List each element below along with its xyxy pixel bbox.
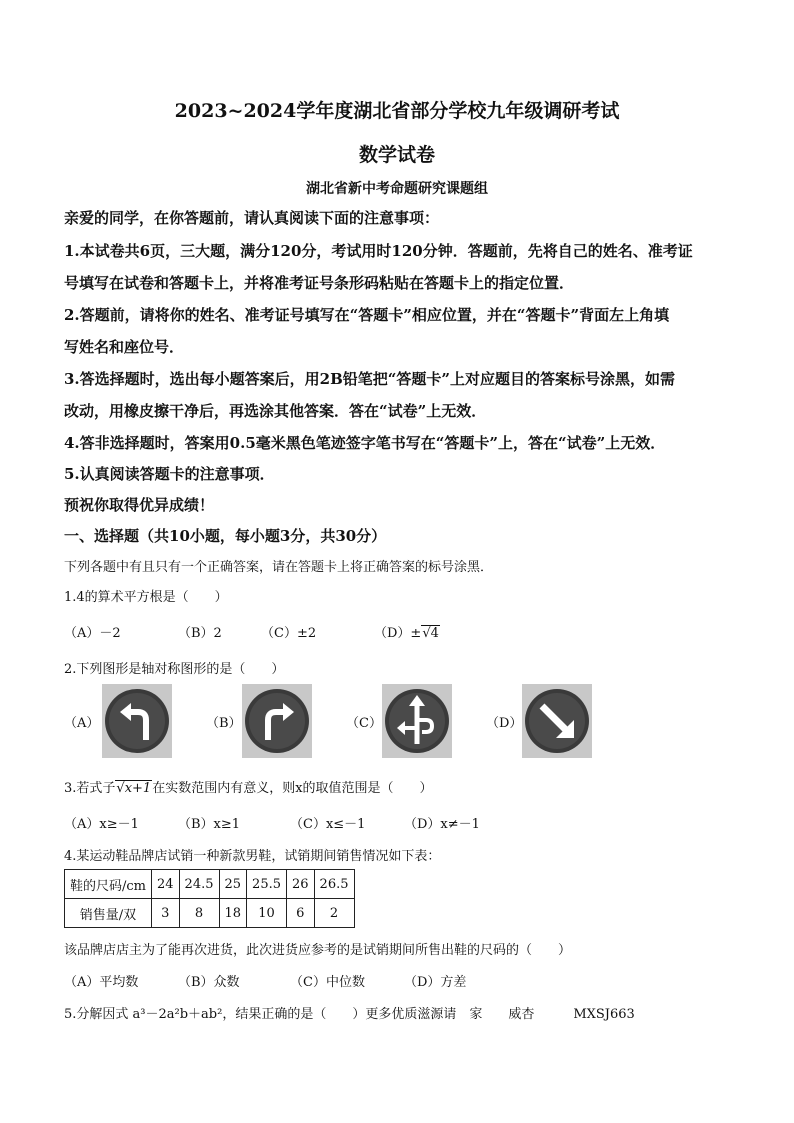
exam-title: 2023~2024学年度湖北省部分学校九年级调研考试 bbox=[174, 100, 620, 122]
exam-group: 湖北省新中考命题研究课题组 bbox=[306, 181, 488, 197]
sign-turn-left-icon bbox=[102, 684, 172, 758]
notice-wish: 预祝你取得优异成绩！ bbox=[64, 496, 215, 514]
notice-line: 5.认真阅读答题卡的注意事项． bbox=[64, 465, 275, 483]
table-cell: 25 bbox=[219, 870, 247, 899]
notice-line: 3.答选择题时，选出每小题答案后，用2B铅笔把“答题卡”上对应题目的答案标号涂黑，如需 bbox=[64, 370, 676, 388]
notice-line: 2.答题前，请将你的姓名、准考证号填写在“答题卡”相应位置，并在“答题卡”背面左上角填 bbox=[64, 306, 670, 324]
table-cell: 10 bbox=[247, 899, 287, 928]
q3-option-c: （C）x≤－1 bbox=[290, 817, 366, 832]
q1-options bbox=[64, 622, 744, 642]
table-cell: 26 bbox=[287, 870, 315, 899]
table-cell: 2 bbox=[314, 899, 354, 928]
notice-line: 1.本试卷共6页，三大题，满分120分，考试用时120分钟．答题前，先将自己的姓名、准考证 bbox=[64, 242, 693, 260]
notice-line: 改动，用橡皮擦干净后，再选涂其他答案．答在“试卷”上无效． bbox=[64, 402, 487, 420]
q1-option-d-radicand: 4 bbox=[430, 626, 439, 641]
q1-stem: 1.4的算术平方根是（ ） bbox=[64, 590, 228, 605]
section1-instruction: 下列各题中有且只有一个正确答案，请在答题卡上将正确答案的标号涂黑． bbox=[64, 560, 494, 575]
q1-option-d-text: （D）± bbox=[374, 626, 422, 641]
q3-option-a: （A）x≥－1 bbox=[64, 817, 139, 832]
q4-option-a: （A）平均数 bbox=[64, 975, 139, 990]
q4-question: 该品牌店店主为了能再次进货，此次进货应参考的是试销期间所售出鞋的尺码的（ ） bbox=[64, 943, 572, 958]
q3-radicand: x+1 bbox=[124, 781, 152, 796]
shoe-sales-table bbox=[64, 869, 355, 928]
table-row bbox=[65, 870, 355, 899]
q3-radical: √x+1 bbox=[116, 781, 152, 796]
sign-straight-left-right-icon bbox=[382, 684, 452, 758]
q1-option-a: （A）－2 bbox=[64, 626, 121, 641]
q3-stem bbox=[64, 777, 744, 796]
sign-down-right-arrow-icon bbox=[522, 684, 592, 758]
q1-option-b: （B）2 bbox=[178, 626, 222, 641]
q4-options bbox=[64, 971, 744, 991]
table-cell: 24 bbox=[152, 870, 180, 899]
q3-option-d: （D）x≠－1 bbox=[404, 817, 480, 832]
q4-option-c: （C）中位数 bbox=[290, 975, 365, 990]
q1-option-d bbox=[374, 622, 440, 641]
q2-label-c: （C） bbox=[346, 716, 382, 731]
notice-intro: 亲爱的同学，在你答题前，请认真阅读下面的注意事项： bbox=[64, 209, 440, 227]
q5-stem: 5.分解因式 a³－2a²b＋ab²，结果正确的是（ ）更多优质滋源请 家 威杏 MXSJ663 bbox=[64, 1007, 635, 1022]
q2-label-a: （A） bbox=[64, 716, 100, 731]
q4-option-d: （D）方差 bbox=[404, 975, 467, 990]
q2-label-b: （B） bbox=[206, 716, 242, 731]
table-cell: 18 bbox=[219, 899, 247, 928]
sign-turn-right-icon bbox=[242, 684, 312, 758]
exam-subtitle: 数学试卷 bbox=[358, 144, 435, 166]
q2-stem: 2.下列图形是轴对称图形的是（ ） bbox=[64, 662, 285, 677]
q2-label-d: （D） bbox=[486, 716, 523, 731]
table-row-label: 销售量/双 bbox=[65, 899, 152, 928]
notice-line: 写姓名和座位号． bbox=[64, 338, 185, 356]
q4-stem: 4.某运动鞋品牌店试销一种新款男鞋，试销期间销售情况如下表： bbox=[64, 849, 441, 864]
q1-option-d-radical: √4 bbox=[422, 626, 439, 641]
table-cell: 6 bbox=[287, 899, 315, 928]
notice-line: 4.答非选择题时，答案用0.5毫米黑色笔迹签字笔书写在“答题卡”上，答在“试卷”上无效． bbox=[64, 434, 666, 452]
q3-stem-pre: 3.若式子 bbox=[64, 781, 116, 796]
q3-stem-post: 在实数范围内有意义，则x的取值范围是（ ） bbox=[152, 781, 433, 796]
notice-line: 号填写在试卷和答题卡上，并将准考证号条形码粘贴在答题卡上的指定位置． bbox=[64, 274, 575, 292]
table-cell: 8 bbox=[179, 899, 219, 928]
table-cell: 3 bbox=[152, 899, 180, 928]
table-cell: 26.5 bbox=[314, 870, 354, 899]
q1-option-c: （C）±2 bbox=[261, 626, 317, 641]
q3-option-b: （B）x≥1 bbox=[178, 817, 241, 832]
table-row bbox=[65, 899, 355, 928]
table-row-label: 鞋的尺码/cm bbox=[65, 870, 152, 899]
table-cell: 24.5 bbox=[179, 870, 219, 899]
section1-heading: 一、选择题（共10小题，每小题3分，共30分） bbox=[64, 527, 387, 545]
q3-options bbox=[64, 813, 744, 833]
table-cell: 25.5 bbox=[247, 870, 287, 899]
q4-option-b: （B）众数 bbox=[178, 975, 240, 990]
